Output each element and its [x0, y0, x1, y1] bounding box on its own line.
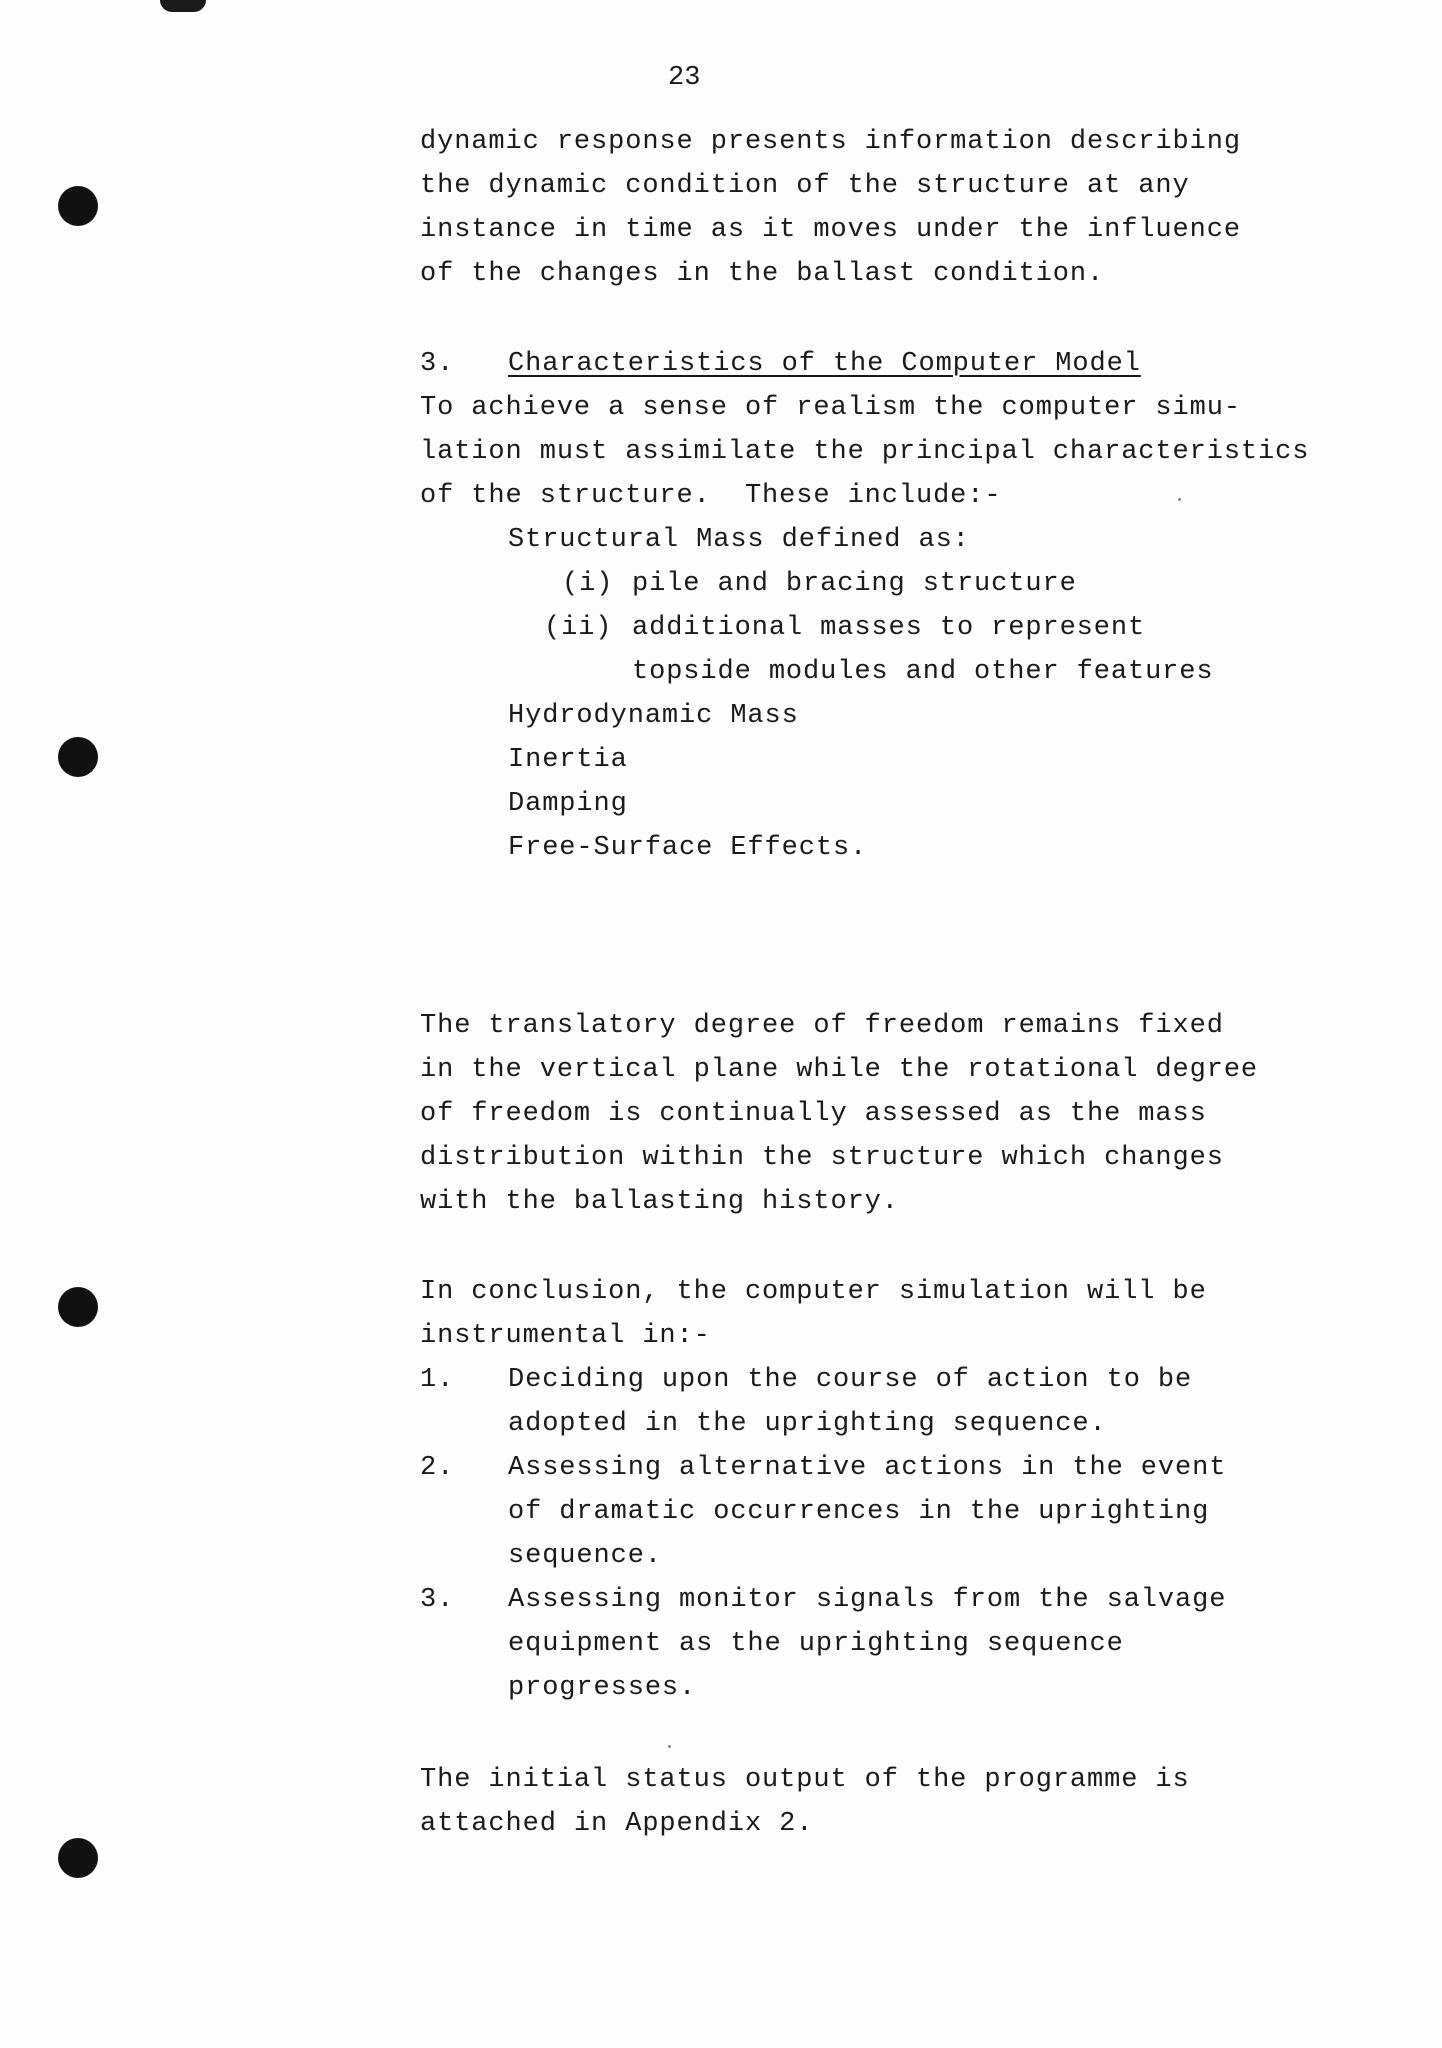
conclusion-item-number: 3.: [420, 1585, 455, 1615]
closing-line: attached in Appendix 2.: [420, 1809, 814, 1839]
conclusion-item-line: Deciding upon the course of action to be: [508, 1365, 1193, 1395]
freedom-line: of freedom is continually assessed as the mass: [420, 1099, 1207, 1129]
intro-line: of the changes in the ballast condition.: [420, 259, 1105, 289]
conclusion-intro-line: In conclusion, the computer simulation will be: [420, 1277, 1207, 1307]
conclusion-item-line: of dramatic occurrences in the uprighting: [508, 1497, 1210, 1527]
scan-speck: [668, 1745, 671, 1748]
freedom-line: in the vertical plane while the rotational degree: [420, 1055, 1259, 1085]
closing-line: The initial status output of the programme is: [420, 1765, 1190, 1795]
conclusion-item-line: adopted in the uprighting sequence.: [508, 1409, 1107, 1439]
punch-hole-lower-middle: [58, 1287, 98, 1327]
conclusion-intro-line: instrumental in:-: [420, 1321, 711, 1351]
page-number: 23: [668, 63, 701, 93]
characteristic-item: Damping: [508, 789, 628, 819]
conclusion-item-line: Assessing monitor signals from the salvage: [508, 1585, 1227, 1615]
punch-hole-upper-middle: [58, 737, 98, 777]
characteristic-item: Free-Surface Effects.: [508, 833, 868, 863]
freedom-line: The translatory degree of freedom remains fixed: [420, 1011, 1224, 1041]
conclusion-item-line: progresses.: [508, 1673, 697, 1703]
sub-item-text: pile and bracing structure: [632, 569, 1077, 599]
page-edge-mark: [160, 0, 206, 12]
conclusion-item-line: sequence.: [508, 1541, 662, 1571]
conclusion-item-number: 1.: [420, 1365, 455, 1395]
sub-item-marker: (i): [562, 569, 614, 599]
section-number: 3.: [420, 349, 455, 379]
conclusion-item-line: Assessing alternative actions in the event: [508, 1453, 1227, 1483]
section-body-line: of the structure. These include:-: [420, 481, 1002, 511]
characteristic-item: Inertia: [508, 745, 628, 775]
punch-hole-bottom: [58, 1838, 98, 1878]
freedom-line: with the ballasting history.: [420, 1187, 899, 1217]
scan-speck: [1178, 498, 1181, 501]
conclusion-item-line: equipment as the uprighting sequence: [508, 1629, 1124, 1659]
sub-item-text: additional masses to represent: [632, 613, 1146, 643]
sub-item-marker: (ii): [544, 613, 613, 643]
section-heading: Characteristics of the Computer Model: [508, 349, 1141, 379]
sub-item-continuation: topside modules and other features: [632, 657, 1214, 687]
section-body-line: lation must assimilate the principal characteristics: [420, 437, 1310, 467]
conclusion-item-number: 2.: [420, 1453, 455, 1483]
intro-line: the dynamic condition of the structure at any: [420, 171, 1190, 201]
punch-hole-top: [58, 186, 98, 226]
intro-line: instance in time as it moves under the influence: [420, 215, 1241, 245]
section-body-line: To achieve a sense of realism the computer simu-: [420, 393, 1241, 423]
structural-mass-label: Structural Mass defined as:: [508, 525, 970, 555]
intro-line: dynamic response presents information describing: [420, 127, 1241, 157]
freedom-line: distribution within the structure which changes: [420, 1143, 1224, 1173]
characteristic-item: Hydrodynamic Mass: [508, 701, 799, 731]
